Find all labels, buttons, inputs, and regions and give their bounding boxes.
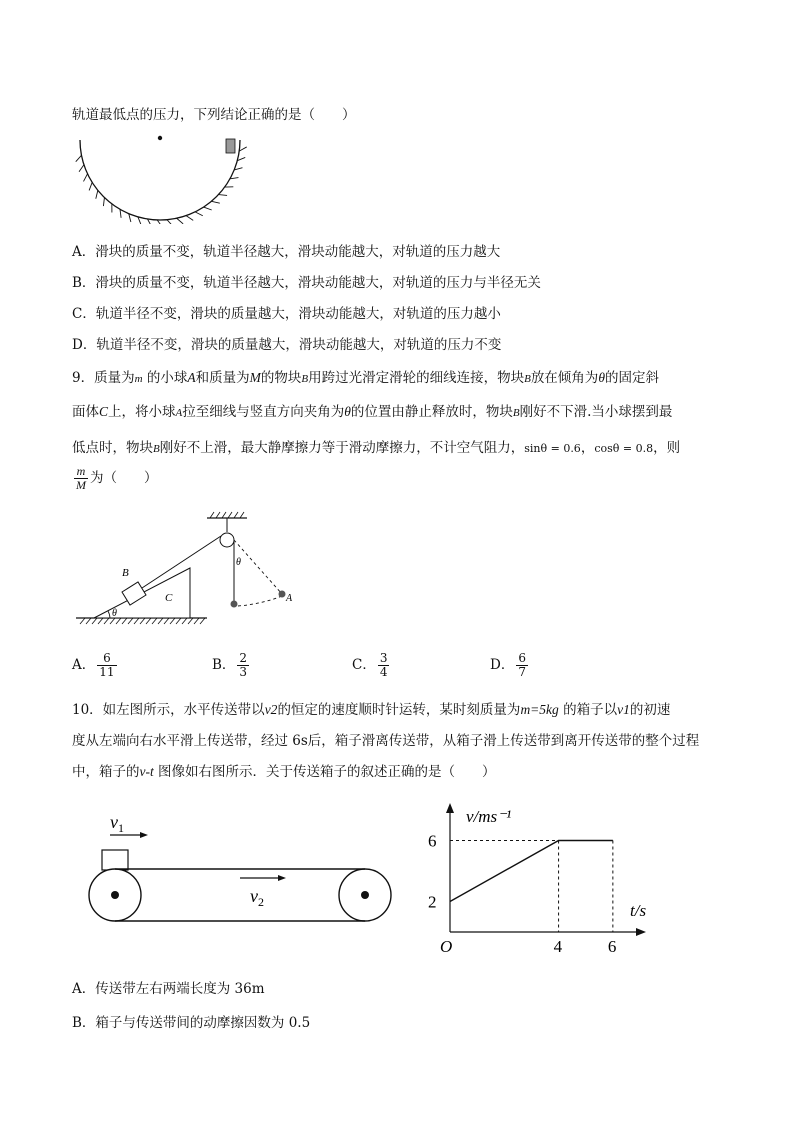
q8-option-c[interactable]: C．轨道半径不变，滑块的质量越大，滑块动能越大，对轨道的压力越小 <box>72 306 501 322</box>
x-tick-4: 4 <box>553 937 563 956</box>
q8-stem-tail: 轨道最低点的压力，下列结论正确的是（ ） <box>72 107 356 123</box>
q9-ratio-fraction: $\frac{m}{M}$ <box>76 464 86 492</box>
q10-line-3: 中，箱子的v-t 图像如右图所示．关于传送箱子的叙述正确的是（ ） <box>72 764 496 780</box>
ball-low <box>231 601 238 608</box>
v1-label: $v_1$ <box>110 812 124 835</box>
origin-label: O <box>440 937 453 956</box>
fig-label-c: C <box>165 592 173 604</box>
track-center-dot <box>158 136 162 140</box>
series-line <box>450 841 613 902</box>
y-tick-2: 2 <box>428 892 437 912</box>
q9-line-4: $\frac{m}{M}$ 为（ ） <box>76 464 158 492</box>
q10-vt-chart <box>420 795 660 960</box>
q8-option-a[interactable]: A．滑块的质量不变，轨道半径越大，滑块动能越大，对轨道的压力越大 <box>72 244 501 260</box>
fig-label-theta-base: θ <box>112 608 117 619</box>
box-on-belt <box>102 850 128 870</box>
q9-line-3: 低点时，物块B刚好不上滑，最大静摩擦力等于滑动摩擦力，不计空气阻力，sinθ = 0.6，cosθ = 0.8，则 <box>72 440 681 456</box>
q8-option-d[interactable]: D．轨道半径不变，滑块的质量越大，滑块动能越大，对轨道的压力不变 <box>72 337 502 353</box>
q9-option-c[interactable]: C． $\frac{3}{4}$ <box>352 651 388 679</box>
x-tick-6: 6 <box>607 937 617 956</box>
q9-option-d[interactable]: D． $\frac{6}{7}$ <box>490 651 526 679</box>
q10-line-1: 10．如左图所示，水平传送带以v2的恒定的速度顺时针运转，某时刻质量为m=5kg 的箱子以v1的初速 <box>72 702 671 718</box>
q10-option-a[interactable]: A．传送带左右两端长度为 36m <box>72 981 265 997</box>
q9-line-2: 面体C上，将小球A拉至细线与竖直方向夹角为θ的位置由静止释放时，物块B刚好不下滑.当小球摆到最 <box>72 404 673 420</box>
y-axis-label: v/ms⁻¹ <box>466 807 512 826</box>
q8-option-b[interactable]: B．滑块的质量不变，轨道半径越大，滑块动能越大，对轨道的压力与半径无关 <box>72 275 541 291</box>
q9-line-1: 9．质量为m 的小球A和质量为M的物块B用跨过光滑定滑轮的细线连接，物块B放在倾角为θ的固定斜 <box>72 370 659 386</box>
q9-option-a[interactable]: A． $\frac{6}{11}$ <box>72 651 115 679</box>
ball-a <box>279 591 286 598</box>
x-axis-label: t/s <box>630 901 647 920</box>
fig-label-b: B <box>122 567 129 579</box>
q8-semicircle-track-figure <box>70 128 250 224</box>
fig-label-theta-top: θ <box>236 557 241 568</box>
q10-option-b[interactable]: B．箱子与传送带间的动摩擦因数为 0.5 <box>72 1015 311 1031</box>
q10-conveyor-figure <box>80 800 400 930</box>
v2-label: $v_2$ <box>250 886 264 909</box>
q10-line-2: 度从左端向右水平滑上传送带，经过 6s后，箱子滑离传送带，从箱子滑上传送带到离开传送带的整个过程 <box>72 733 700 749</box>
fig-label-a: A <box>286 593 293 604</box>
y-tick-6: 6 <box>428 831 437 851</box>
pulley <box>220 533 234 547</box>
slider-block <box>226 139 235 153</box>
q9-option-b[interactable]: B． $\frac{2}{3}$ <box>212 651 248 679</box>
q9-incline-pulley-figure <box>72 510 312 630</box>
